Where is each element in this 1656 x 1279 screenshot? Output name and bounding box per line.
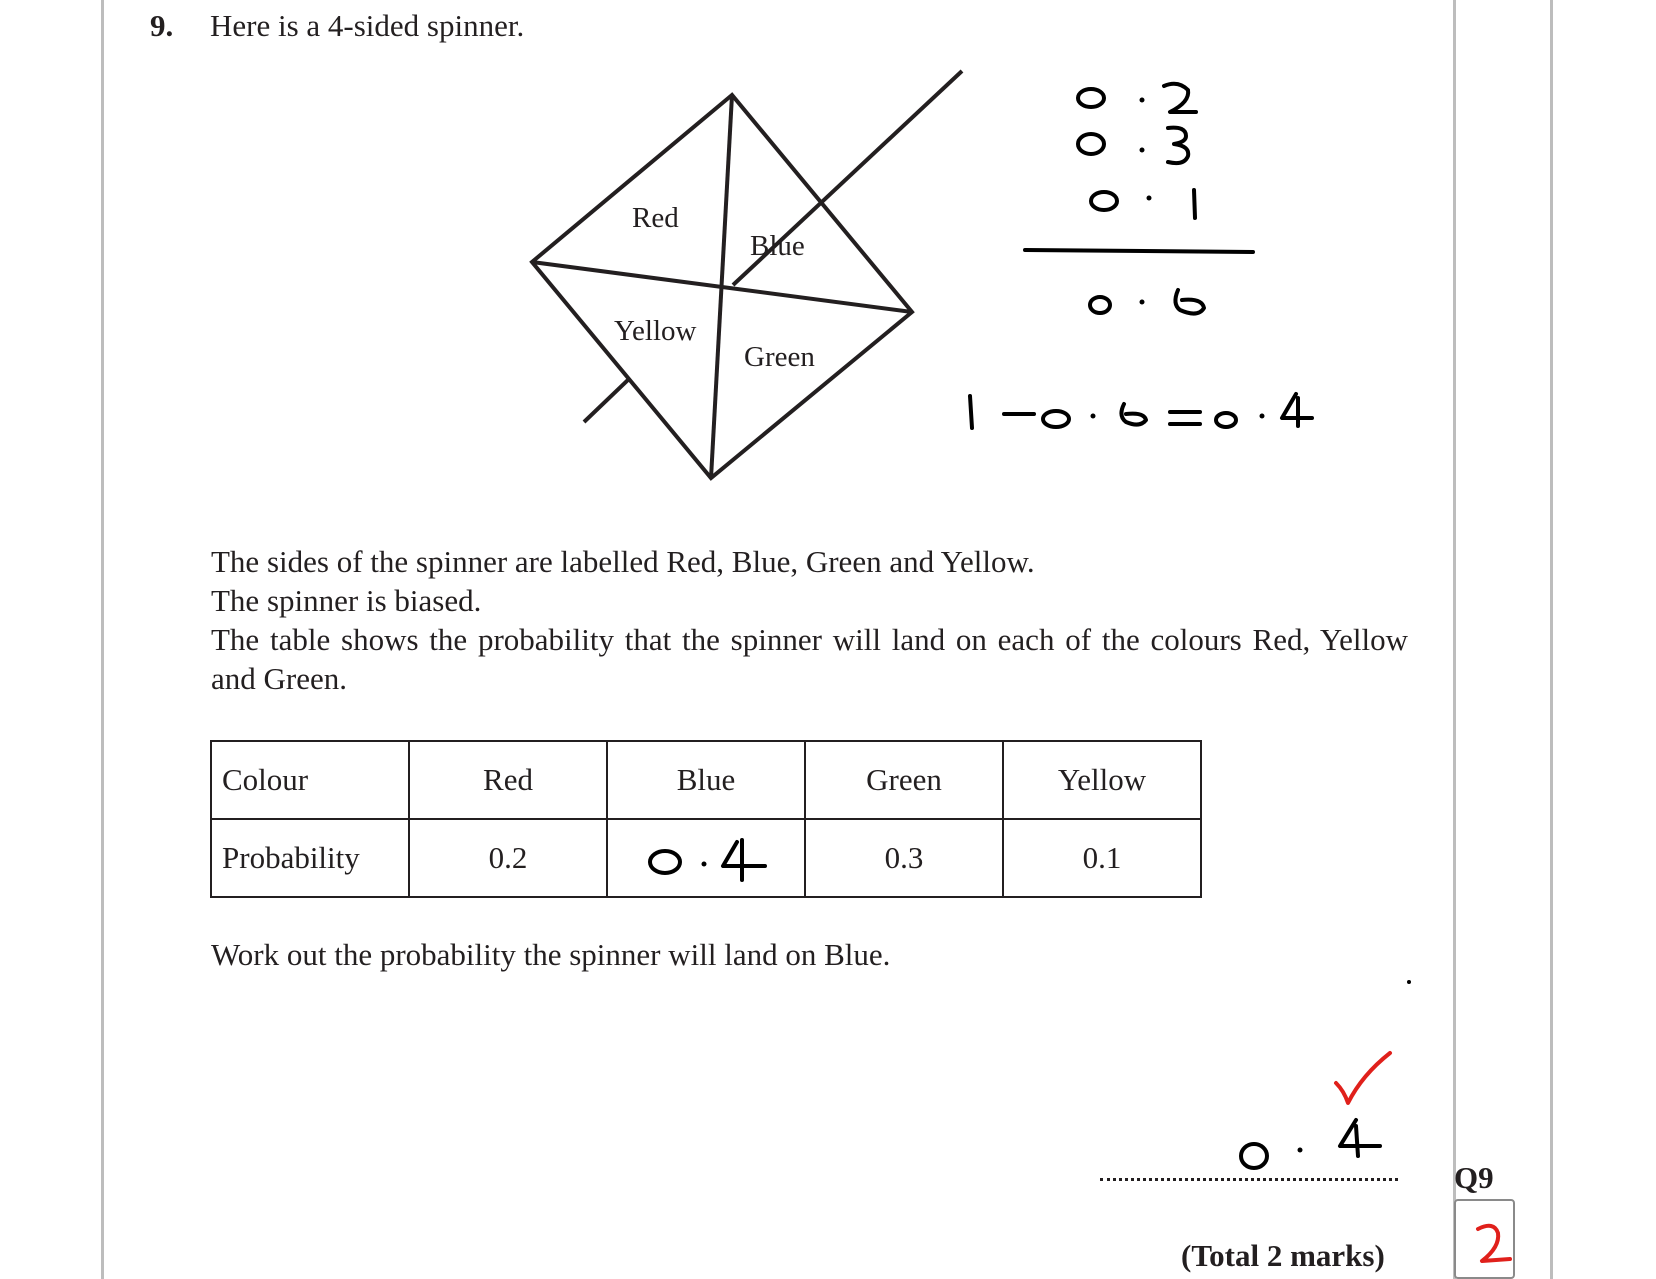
question-label: Q9 bbox=[1454, 1160, 1494, 1195]
mark-box bbox=[1454, 1199, 1515, 1279]
question-title: Here is a 4-sided spinner. bbox=[210, 8, 525, 43]
paragraph-line-3: The table shows the probability that the spinner will land on each of the colours Red, Yellow and Green. bbox=[211, 622, 1408, 696]
probability-yellow: 0.1 bbox=[1003, 819, 1201, 897]
segment-label-yellow: Yellow bbox=[614, 315, 697, 347]
paragraph-line-2: The spinner is biased. bbox=[211, 583, 482, 618]
table-header-blue: Blue bbox=[607, 741, 805, 819]
probability-red: 0.2 bbox=[409, 819, 607, 897]
probability-blue bbox=[607, 819, 805, 897]
answer-line bbox=[1100, 1178, 1398, 1181]
question-paragraph bbox=[211, 542, 1408, 698]
paragraph-line-1: The sides of the spinner are labelled Red, Blue, Green and Yellow. bbox=[211, 544, 1035, 579]
table-header-colour: Colour bbox=[211, 741, 409, 819]
spindle-lower bbox=[584, 378, 630, 422]
question-prompt: Work out the probability the spinner will land on Blue. bbox=[211, 937, 891, 972]
probability-table bbox=[210, 740, 1202, 898]
table-header-yellow: Yellow bbox=[1003, 741, 1201, 819]
segment-label-green: Green bbox=[744, 341, 815, 373]
tick-icon bbox=[1336, 1053, 1390, 1103]
segment-label-blue: Blue bbox=[750, 230, 805, 262]
question-number: 9. bbox=[150, 8, 174, 43]
probability-green: 0.3 bbox=[805, 819, 1003, 897]
table-header-green: Green bbox=[805, 741, 1003, 819]
table-header-red: Red bbox=[409, 741, 607, 819]
segment-label-red: Red bbox=[632, 202, 679, 234]
table-row-label: Probability bbox=[211, 819, 409, 897]
table-row bbox=[211, 741, 1201, 819]
total-marks: (Total 2 marks) bbox=[1181, 1238, 1385, 1273]
table-row bbox=[211, 819, 1201, 897]
